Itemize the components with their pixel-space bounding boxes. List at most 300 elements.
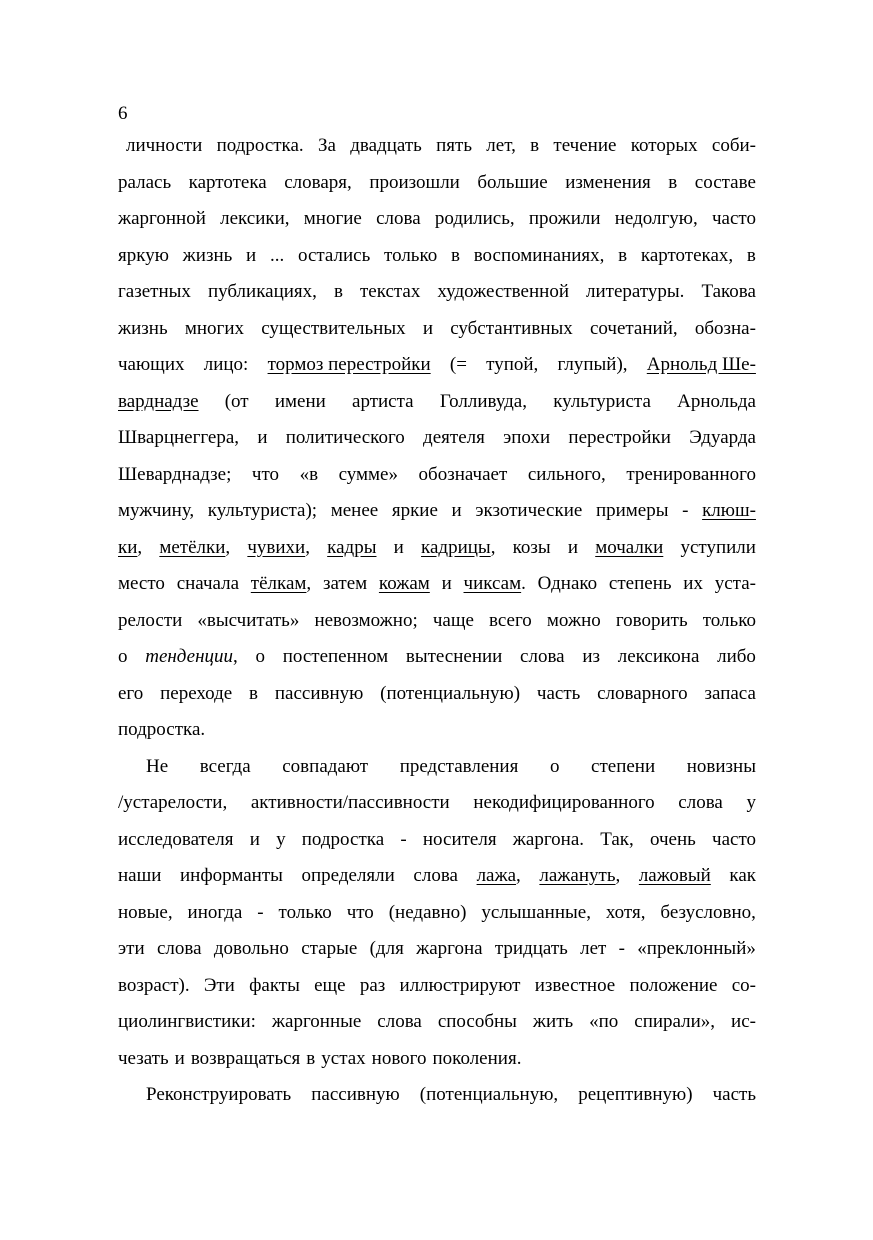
word-part: только	[702, 609, 756, 631]
word-part: релости	[118, 609, 183, 631]
word	[451, 238, 460, 275]
word-part: «высчитать»	[197, 609, 300, 631]
word	[528, 457, 606, 494]
word-part: уступили	[680, 536, 756, 558]
word	[275, 676, 363, 713]
word-part: газетных	[118, 281, 191, 302]
word	[606, 895, 646, 932]
word	[160, 676, 232, 713]
word-part: большие	[477, 171, 548, 193]
word-part: существительных	[261, 317, 406, 339]
word	[360, 968, 385, 1005]
word	[513, 822, 584, 859]
word-part: Эдуарда	[689, 427, 756, 448]
word-part: возвращаться	[190, 1047, 301, 1069]
word-part: в	[249, 682, 259, 704]
word-part: часть	[536, 682, 581, 704]
word-part: ,	[305, 536, 310, 558]
word	[118, 420, 239, 457]
word-part: личности	[126, 135, 203, 156]
word-part: в	[746, 244, 756, 266]
word	[705, 676, 756, 713]
word-part: сильного,	[527, 463, 606, 485]
word	[379, 566, 430, 603]
word	[538, 566, 598, 603]
word-part: ,	[516, 865, 521, 886]
word	[486, 128, 516, 165]
word-part: циолингвистики:	[118, 1011, 256, 1032]
word	[474, 238, 605, 275]
word	[270, 238, 284, 275]
text-line	[118, 420, 756, 457]
word-part: тупой,	[486, 354, 539, 375]
word	[118, 530, 142, 567]
word	[712, 822, 756, 859]
word	[298, 238, 370, 275]
word	[257, 895, 263, 932]
underlined-term: лажовый	[638, 865, 711, 886]
word	[400, 822, 406, 859]
word	[416, 931, 482, 968]
word-part: изменения	[565, 171, 651, 193]
word	[677, 384, 756, 421]
word-part: уста-	[714, 573, 756, 594]
word-part: и	[246, 244, 257, 266]
word-part: Голливуда,	[439, 390, 527, 412]
word-part: и	[567, 536, 579, 558]
word	[529, 201, 601, 238]
word-part: жаргонные	[271, 1011, 362, 1032]
word-part: часто	[711, 208, 756, 229]
word	[580, 931, 606, 968]
word-part: либо	[717, 646, 756, 667]
text-line	[118, 822, 756, 859]
word	[495, 931, 568, 968]
word	[565, 165, 651, 202]
word-part: из	[582, 646, 601, 667]
word-part: совпадают	[282, 755, 369, 777]
word	[118, 858, 161, 895]
word-part: Шеварднадзе;	[118, 463, 232, 485]
body-text	[118, 128, 756, 1114]
word	[701, 274, 756, 311]
word	[118, 493, 194, 530]
word-part: чезать	[118, 1047, 169, 1069]
word-part: способны	[437, 1011, 517, 1032]
word-part: двадцать	[350, 135, 422, 156]
word	[641, 238, 733, 275]
word-part: новые,	[118, 901, 173, 923]
word-part: его	[118, 682, 144, 704]
word-part: прожили	[528, 208, 601, 229]
word	[537, 676, 580, 713]
word	[413, 858, 458, 895]
word-part: недолгую,	[614, 208, 698, 229]
word	[668, 165, 677, 202]
word-part: «преклонный»	[637, 938, 756, 959]
word-part: и	[393, 536, 404, 558]
underlined-term: мочалки	[595, 536, 664, 558]
word-part: лексики,	[220, 208, 290, 229]
word	[715, 566, 756, 603]
word-part: -	[618, 938, 625, 959]
word-part: их	[683, 573, 703, 594]
word-part: подростка.	[216, 135, 304, 156]
word-part: ,	[137, 536, 143, 558]
word-part: часто	[712, 828, 756, 850]
word-part: хотя,	[605, 901, 646, 923]
word-part: Эти	[203, 974, 235, 996]
word	[729, 858, 756, 895]
word	[372, 1041, 427, 1078]
word-part: глупый),	[557, 354, 628, 375]
word-part: (потенциальную)	[380, 682, 521, 704]
word-part: слова	[156, 938, 202, 959]
underlined-term: чиксам	[463, 573, 522, 594]
word	[377, 1004, 422, 1041]
word	[590, 311, 678, 348]
word-part: сумме»	[338, 463, 398, 485]
word	[626, 457, 756, 494]
word	[634, 1004, 715, 1041]
word-part: информанты	[179, 865, 283, 886]
word	[421, 530, 495, 567]
word-part: что	[251, 463, 280, 485]
word	[272, 1004, 361, 1041]
word	[568, 420, 671, 457]
word	[380, 676, 520, 713]
word-part: еще	[314, 974, 346, 996]
word-part: Не	[146, 755, 169, 777]
word-part: ...	[269, 244, 285, 266]
word	[477, 858, 521, 895]
text-line	[118, 1077, 756, 1114]
word-part: Так,	[600, 828, 634, 850]
word	[530, 128, 539, 165]
word-part: артиста	[352, 390, 414, 412]
text-line	[118, 1041, 756, 1078]
word	[214, 931, 289, 968]
word-part: составе	[694, 171, 756, 193]
word	[553, 128, 616, 165]
underlined-term: варднадзе	[118, 390, 199, 412]
word	[547, 603, 601, 640]
word	[118, 384, 199, 421]
word	[284, 165, 352, 202]
word	[503, 420, 550, 457]
word-part: слова	[376, 208, 421, 229]
word	[247, 530, 310, 567]
text-line	[118, 785, 756, 822]
word	[327, 530, 376, 567]
word-part: субстантивных	[450, 317, 573, 339]
word-part: мужчину,	[118, 500, 195, 521]
word	[689, 420, 756, 457]
word	[188, 895, 243, 932]
word	[370, 931, 404, 968]
word	[619, 931, 625, 968]
word	[618, 639, 700, 676]
word-part: художественной	[437, 281, 569, 302]
word-part: картотеках,	[640, 244, 734, 266]
word	[268, 347, 431, 384]
word	[678, 785, 723, 822]
word-part: многих	[184, 317, 244, 339]
word-part: эпохи	[503, 427, 551, 448]
word	[732, 968, 756, 1005]
word	[251, 566, 311, 603]
word	[331, 493, 379, 530]
word	[159, 530, 230, 567]
word-part: наши	[118, 865, 162, 886]
word-part: тренированного	[626, 463, 756, 485]
word	[683, 566, 703, 603]
word-part: у	[746, 792, 756, 813]
word-part: (недавно)	[388, 901, 467, 923]
word	[712, 201, 756, 238]
word-part: говорить	[615, 609, 688, 631]
word	[118, 785, 227, 822]
word	[609, 566, 672, 603]
word-part: и	[451, 500, 462, 521]
document-page	[118, 100, 756, 1114]
word-part: о	[255, 646, 265, 667]
word-part: ,	[615, 865, 621, 886]
word	[301, 931, 357, 968]
word-part: в	[333, 281, 343, 302]
underlined-term: кожам	[378, 573, 430, 594]
word	[118, 1004, 256, 1041]
word-part: только	[384, 244, 438, 266]
word-part: картотека	[188, 171, 267, 193]
word	[249, 968, 300, 1005]
word-part: жизнь	[182, 244, 233, 266]
word	[400, 968, 521, 1005]
word	[300, 457, 318, 494]
word	[189, 165, 267, 202]
word-part: подростка.	[118, 719, 206, 740]
underlined-term: клюш-	[702, 500, 756, 521]
word-part: некодифицированного	[473, 792, 655, 813]
text-line	[118, 274, 756, 311]
word	[464, 566, 526, 603]
word-part: невозможно;	[314, 609, 418, 631]
text-line	[118, 968, 756, 1005]
word	[204, 347, 249, 384]
word	[600, 822, 634, 859]
word-part: ,	[233, 646, 238, 667]
underlined-term: метёлки	[159, 536, 226, 558]
word	[695, 311, 756, 348]
word-part: раз	[359, 974, 386, 996]
text-line	[118, 530, 756, 567]
word-part: лет	[580, 938, 607, 959]
word	[629, 968, 717, 1005]
word-part: место	[118, 573, 165, 594]
word-part: жизнь	[118, 317, 168, 339]
word-part: степень	[608, 573, 672, 594]
word-part: лексикона	[617, 646, 700, 667]
word	[185, 311, 244, 348]
word-part: носителя	[422, 828, 497, 850]
underlined-term: лажануть	[539, 865, 616, 886]
word	[118, 457, 231, 494]
word	[486, 347, 538, 384]
word	[157, 931, 202, 968]
word	[283, 639, 388, 676]
text-line	[118, 311, 756, 348]
word	[208, 274, 317, 311]
word-part: тридцать	[494, 938, 568, 959]
word	[435, 201, 515, 238]
word-part: жаргонной	[118, 208, 206, 229]
word	[535, 968, 616, 1005]
word	[436, 128, 472, 165]
word-part: чаще	[432, 609, 474, 631]
word	[146, 1077, 291, 1114]
word-part: иллюстрируют	[399, 974, 521, 996]
word-part: возраст).	[118, 974, 190, 996]
word-part: словаря,	[284, 171, 352, 193]
word-part: «в	[299, 463, 319, 485]
word	[650, 822, 696, 859]
word	[615, 201, 698, 238]
word	[406, 639, 502, 676]
word-part: только	[278, 901, 332, 923]
word-part: всегда	[199, 755, 251, 777]
word-part: менее	[330, 500, 379, 521]
word	[423, 822, 497, 859]
word	[118, 968, 190, 1005]
word-part: исследователя	[118, 828, 234, 850]
word-part: обозначает	[418, 463, 508, 485]
word-part: политического	[285, 427, 405, 448]
word	[118, 639, 128, 676]
underlined-term: кадры	[327, 536, 377, 558]
word-part: остались	[297, 244, 371, 266]
word	[118, 1041, 169, 1078]
word-part: затем	[322, 573, 368, 594]
word	[146, 749, 168, 786]
word	[747, 785, 757, 822]
word	[282, 749, 368, 786]
word	[394, 530, 404, 567]
word-part: сначала	[176, 573, 240, 594]
word-part: текстах	[359, 281, 421, 302]
word	[539, 858, 620, 895]
word	[118, 201, 206, 238]
word-part: чающих	[118, 354, 185, 375]
word-part: можно	[546, 609, 601, 631]
word-part: За	[317, 135, 336, 156]
word-part: слова	[377, 1011, 422, 1032]
word-part: /устарелости,	[118, 792, 228, 813]
word-part: воспоминаниях,	[473, 244, 605, 266]
word	[255, 639, 265, 676]
word-part: .	[521, 573, 526, 594]
word	[595, 530, 663, 567]
word	[306, 1041, 315, 1078]
word	[339, 457, 398, 494]
word-part: Арнольда	[677, 390, 756, 412]
underlined-term: Арнольд Ше-	[646, 354, 756, 375]
word-part: многие	[303, 208, 362, 229]
word-part: и	[422, 317, 433, 339]
word-part: имени	[274, 390, 326, 412]
word-part: как	[729, 865, 756, 886]
word	[558, 347, 628, 384]
text-line	[118, 384, 756, 421]
word-part: -	[257, 901, 264, 923]
word	[597, 676, 688, 713]
word-part: Однако	[537, 573, 598, 594]
word	[118, 347, 184, 384]
word	[321, 1041, 365, 1078]
word	[695, 165, 756, 202]
word-part: вытеснении	[405, 646, 503, 667]
word-part: в	[450, 244, 460, 266]
word-part: очень	[649, 828, 696, 850]
word-part: «по	[589, 1011, 619, 1032]
word-part: слова	[413, 865, 458, 886]
word-part: факты	[249, 974, 300, 996]
word	[682, 493, 688, 530]
word	[589, 1004, 618, 1041]
word-part: степени	[591, 755, 656, 777]
word-part: ралась	[118, 171, 172, 193]
word	[145, 639, 238, 676]
word	[578, 1077, 692, 1114]
word	[246, 238, 256, 275]
word	[553, 384, 651, 421]
paragraph	[118, 749, 756, 1078]
word	[183, 238, 233, 275]
word	[660, 895, 756, 932]
word-part: новизны	[686, 755, 756, 777]
word	[533, 1004, 573, 1041]
word	[118, 274, 191, 311]
underlined-term: чувихи	[247, 536, 306, 558]
page-number: 6	[118, 103, 128, 124]
underlined-term: тормоз перестройки	[267, 354, 431, 375]
text-line	[118, 347, 756, 384]
word	[438, 1004, 517, 1041]
word	[433, 1041, 522, 1078]
word-part: Такова	[701, 281, 756, 302]
word	[302, 858, 395, 895]
word	[304, 201, 362, 238]
word-part: течение	[553, 135, 617, 156]
word-part: лицо:	[203, 354, 249, 375]
word	[261, 311, 405, 348]
word-part: представления	[399, 755, 519, 777]
word-part: слова	[678, 792, 723, 813]
word-part: у	[276, 828, 286, 850]
word-part: довольно	[213, 938, 289, 959]
word-part: культуриста);	[207, 500, 318, 521]
word	[286, 420, 405, 457]
word-part: культуриста	[553, 390, 651, 412]
word-part: часть	[712, 1084, 756, 1105]
word-part: яркую	[118, 244, 169, 266]
word-part: ,	[490, 536, 496, 558]
word	[637, 931, 756, 968]
text-line	[118, 676, 756, 713]
word-part: пассивную	[311, 1084, 400, 1105]
word	[568, 530, 578, 567]
word	[631, 128, 698, 165]
word	[703, 603, 756, 640]
